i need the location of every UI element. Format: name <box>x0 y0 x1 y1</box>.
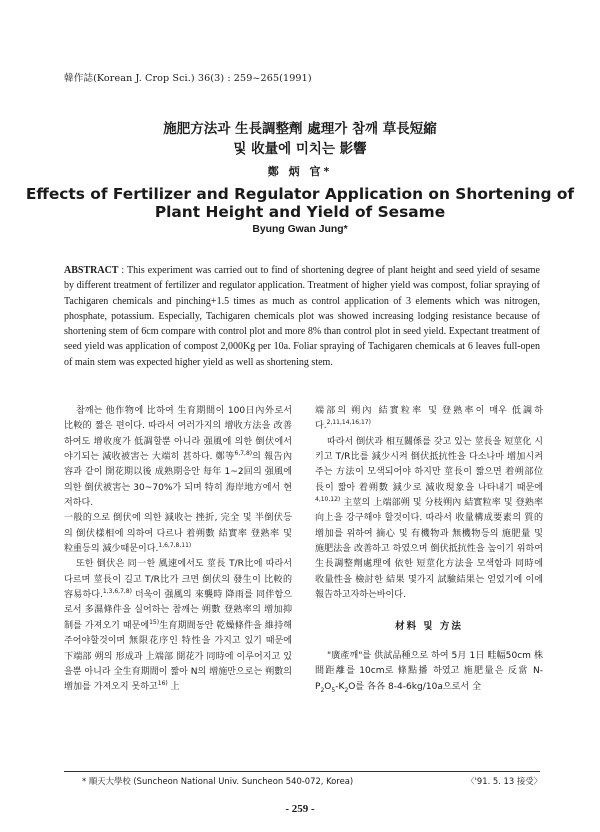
footnote-affiliation: * 順天大學校 (Suncheon National Univ. Suncheon 540-072, Korea) <box>82 776 354 786</box>
english-title-line-2: Plant Height and Yield of Sesame <box>154 203 446 221</box>
english-author: Byung Gwan Jung* <box>252 224 348 235</box>
paragraph: 따라서 倒伏과 相互關係를 갖고 있는 莖長을 短莖化 시키고 T/R比를 減少시켜 倒伏抵抗性을 다소나마 增加시켜주는 方法이 모색되어야 하지만 莖長이 짧으면 着朔部位長이 짧아 着朔數 減少로 減收現象을 나타내기 때문에$^{4,10,12)}$ 主莖의 上端部朔 및 分枝朔內 結實粒率 및 登熟率 向上을 강구해야 할것이다. 따라서 收量構成要素의 質的增加를 위하여 摘心 및 有機物과 無機物등의 施肥量 및 施肥法을 改善하고 하였으며 倒伏抵抗性을 높이기 위하여 生長調整劑處理에 依한 短莖化方法을 모색함과 同時에 收量性을 檢討한 結果 몇가지 試驗結果는 얻었기에 이에 報告하고자하는바이다. <box>315 436 543 601</box>
footnote <box>82 775 542 787</box>
korean-title-line-1: 施肥方法과 生長調整劑 處理가 참깨 草長短縮 <box>163 121 437 137</box>
page-number: - 259 - <box>285 803 315 815</box>
footnote-rule <box>64 771 540 772</box>
abstract <box>64 263 540 370</box>
abstract-label: ABSTRACT <box>64 265 119 276</box>
english-title-line-1: Effects of Fertilizer and Regulator Application on Shortening of <box>25 185 575 203</box>
paragraph: 端部의 朔內 結實粒率 및 登熟率이 매우 低調하다.$^{2,11,14,16,17)}$ <box>315 406 543 432</box>
abstract-text: : This experiment was carried out to find of shortening degree of plant height and seed yield of sesame by different treatment of fertilizer and regulator application. Treatment of higher yield was compost, foliar spraying of Tachigaren chemicals and pinching+1.5 times as much as control application of 3 elements which was nitrogen, phosphate, potassium. Especially, Tachigaren chemicals plot was showed increasing lodging resistance because of shortening stem of 6cm compare with control plot and more 8% than control plot in seed yield. Expectant treatment of seed yield was application of compost 2,000Kg per 10a. Foliar spraying of Tachigaren chemicals at 6 leaves full-open of main stem was expected higher yield as well as shortening stem. <box>64 265 540 368</box>
paragraph: 一般的으로 倒伏에 의한 減收는 挫折, 完全 및 半倒伏등의 倒伏樣相에 의하여 다르나 着朔數 結實率 登熟率 및 粒重등의 減少때문이다.$^{1,6,7,8,11)}$ <box>64 513 292 555</box>
footnote-received-date: 〈'91. 5. 13 接受〉 <box>466 776 542 786</box>
paragraph: "廣產깨"를 供試品種으로 하여 5月 1日 畦幅50cm 株間距離를 10cm로 條點播 하였고 施肥量은 反當 $N-P_2O_5-K_2O$를 各各 8-4-6kg/10a으로서 全 <box>315 650 543 694</box>
korean-author: 鄭 炳 官* <box>267 165 333 178</box>
paragraph: 참깨는 他作物에 比하여 生育期間이 100日內外로서 比較的 짧은 편이다. 따라서 여러가지의 增收方法을 改善하여도 增收度가 低調할뿐 아니라 强風에 의한 倒伏에서 야기되는 減收被害는 大端히 甚하다. 鄭等$^{6,7,8)}$의 報告內容과 같이 開花期以後 成熟期응안 每年 1~2回의 强風에 의한 倒伏被害는 30~70%가 되며 特히 海岸地方에서 현저하다. <box>64 406 292 509</box>
journal-citation: 韓作誌(Korean J. Crop Sci.) 36(3) : 259~265(1991) <box>64 73 312 84</box>
section-heading: 材料 및 方法 <box>395 621 463 633</box>
body-column-left <box>64 404 292 696</box>
korean-title-line-2: 및 收量에 미치는 影響 <box>233 141 367 157</box>
paragraph: 또한 倒伏은 同一한 風速에서도 莖長 T/R比에 따라서 다르며 莖長이 길고 T/R比가 크면 倒伏의 發生이 比較的 容易하다.$^{1,3,6,7,8)}$ 더욱이 强風의 來襲時 降雨를 同伴함으로서 多濕條件을 실어하는 참깨는 朔數 登熟率의 增加抑制를 가져오기 때문에$^{15)}$生育期間동안 乾燥條件을 維持해 주어야할것이며 無限花序인 特性을 가지고 있기 때문에 下端部 朔의 形成과 上端部 開花가 同時에 이루어지고 있을뿐 아니라 全生育期間이 짧아 N의 增施만으로는 朔數의 增加를 가져오지 못하고$^{16)}$ 上 <box>64 559 292 693</box>
body-column-right <box>315 404 543 695</box>
